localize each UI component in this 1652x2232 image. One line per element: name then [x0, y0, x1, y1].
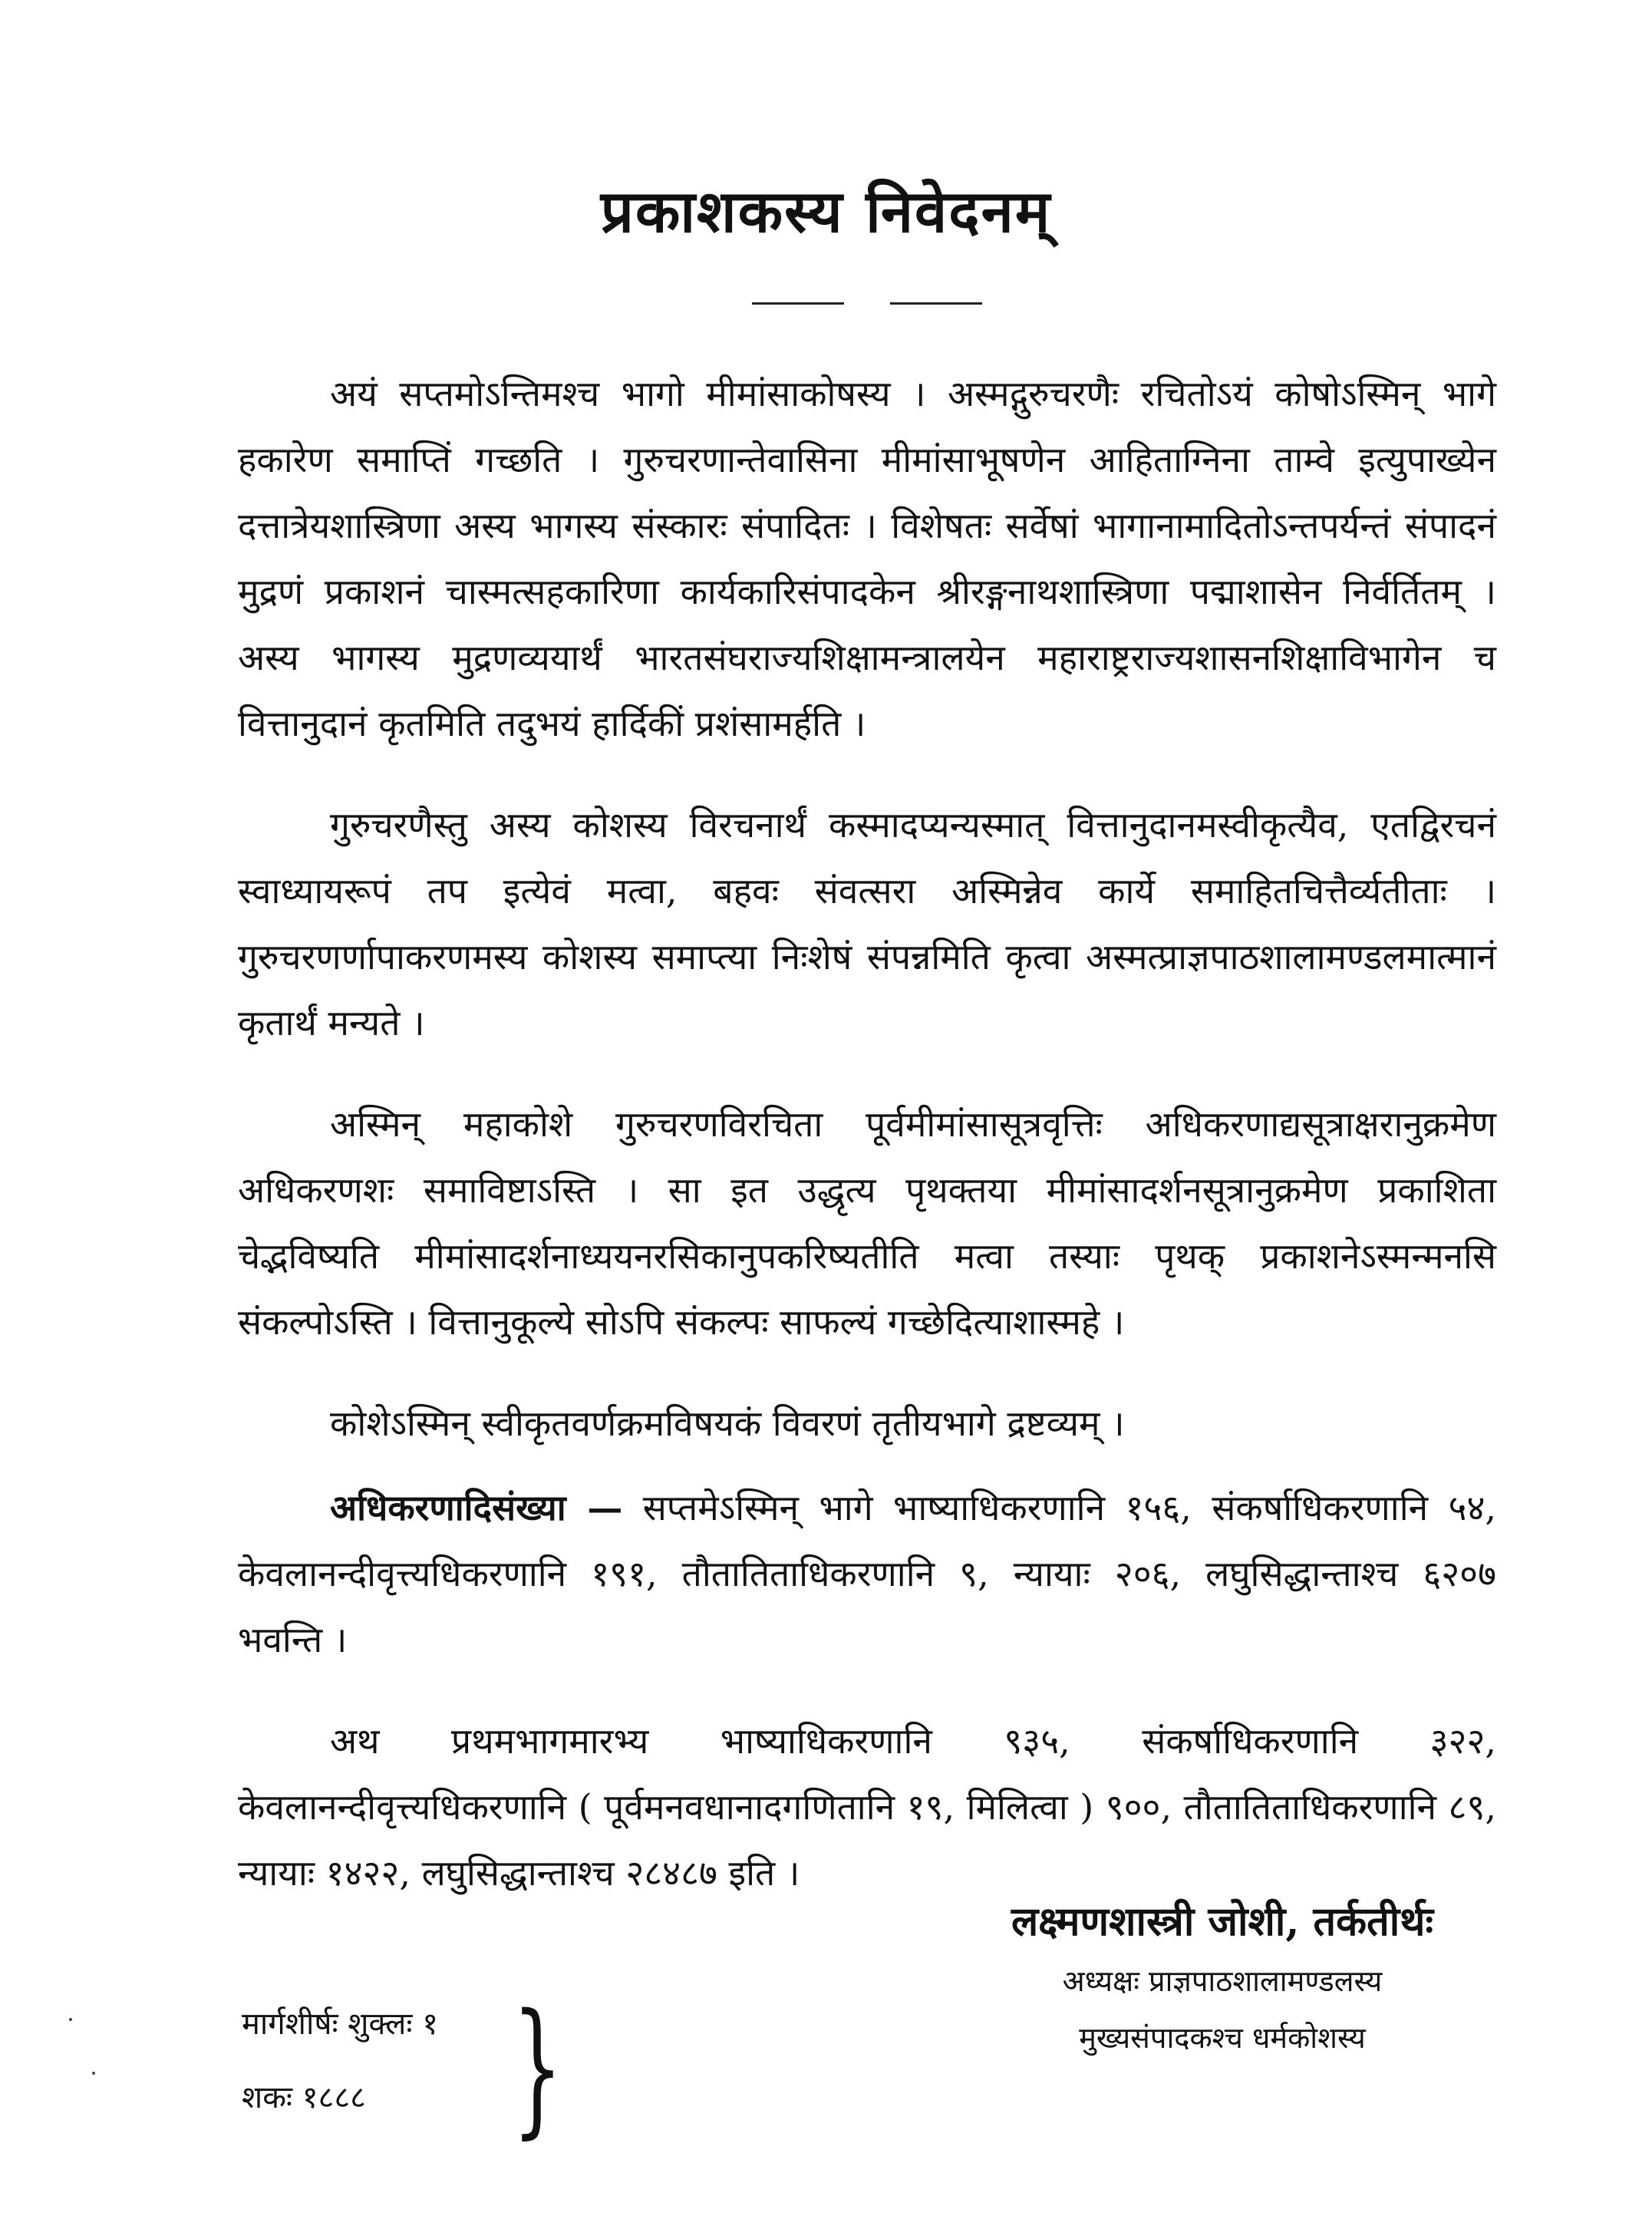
paragraph-guru: गुरुचरणैस्तु अस्य कोशस्य विरचनार्थं कस्मादप्यन्यस्मात् वित्तानुदानमस्वीकृत्यैव, एतद्विरचनं स्वाध्यायरूपं तप इत्येवं मत्वा, बहवः संवत्सरा अस्मिन्नेव कार्ये समाहितचित्तैर्व्यतीताः । गुरुचरणर्णापाकरणमस्य कोशस्य समाप्त्या निःशेषं संपन्नमिति कृत्वा अस्मत्प्राज्ञपाठशालामण्डलमात्मानं कृतार्थं मन्यते ।: [238, 804, 1496, 1043]
counts-lead: अधिकरणादिसंख्या —: [330, 1487, 623, 1528]
signature-role-1: अध्यक्षः प्राज्ञपाठशालामण्डलस्य: [1062, 1964, 1383, 1998]
date-brace: }: [512, 1983, 563, 2152]
paragraph-totals: अथ प्रथमभागमारभ्य भाष्याधिकरणानि ९३५, संकर्षाधिकरणानि ३२२, केवलानन्दीवृत्त्यधिकरणानि ( पूर्वमनवधानादगणितानि १९, मिलित्वा ) ९००, तौतातिताधिकरणानि ८९, न्यायाः १४२२, लघुसिद्धान्ताश्च २८४८७ इति ।: [238, 1720, 1496, 1894]
scan-speck: [69, 2018, 72, 2021]
paragraph-intro: अयं सप्तमोऽन्तिमश्च भागो मीमांसाकोषस्य । अस्मद्गुरुचरणैः रचितोऽयं कोषोऽस्मिन् भागे हकारेण समाप्तिं गच्छति । गुरुचरणान्तेवासिना मीमांसाभूषणेन आहिताग्निना ताम्वे इत्युपाख्येन दत्तात्रेयशास्त्रिणा अस्य भागस्य संस्कारः संपादितः । विशेषतः सर्वेषां भागानामादितोऽन्तपर्यन्तं संपादनं मुद्रणं प्रकाशनं चास्मत्सहकारिणा कार्यकारिसंपादकेन श्रीरङ्गनाथशास्त्रिणा पद्माशासेन निर्वर्तितम् । अस्य भागस्य मुद्रणव्ययार्थं भारतसंघराज्यशिक्षामन्त्रालयेन महाराष्ट्रराज्यशासनशिक्षाविभागेन च वित्तानुदानं कृतमिति तदुभयं हार्दिकीं प्रशंसामर्हति ।: [238, 373, 1496, 744]
divider-left: [752, 302, 844, 305]
date-month: मार्गशीर्षः शुक्लः १: [242, 2006, 438, 2042]
paragraph-counts: [238, 1475, 1496, 1673]
paragraph-varnakrama: कोशेऽस्मिन् स्वीकृतवर्णक्रमविषयकं विवरणं तृतीयभागे द्रष्टव्यम् ।: [330, 1403, 1125, 1444]
divider-right: [890, 302, 982, 305]
body-text: [238, 361, 1496, 1941]
page-title: प्रकाशकस्य निवेदनम्: [600, 177, 1052, 246]
signature-role-2: मुख्यसंपादकश्च धर्मकोशस्य: [1079, 2021, 1366, 2055]
paragraph-vritti: अस्मिन् महाकोशे गुरुचरणविरचिता पूर्वमीमांसासूत्रवृत्तिः अधिकरणाद्यसूत्राक्षरानुक्रमेण अधिकरणशः समाविष्टाऽस्ति । सा इत उद्धृत्य पृथक्तया मीमांसादर्शनसूत्रानुक्रमेण प्रकाशिता चेद्भविष्यति मीमांसादर्शनाध्ययनरसिकानुपकरिष्यतीति मत्वा तस्याः पृथक् प्रकाशनेऽस्मन्मनसि संकल्पोऽस्ति । वित्तानुकूल्ये सोऽपि संकल्पः साफल्यं गच्छेदित्याशास्महे ।: [238, 1103, 1496, 1343]
date-year: शकः १८८८: [242, 2080, 366, 2115]
signature-name: लक्ष्मणशास्त्री जोशी, तर्कतीर्थः: [1011, 1898, 1433, 1945]
title-divider: [752, 296, 982, 312]
counts-text: सप्तमेऽस्मिन् भागे भाष्याधिकरणानि १५६, संकर्षाधिकरणानि ५४, केवलानन्दीवृत्त्यधिकरणानि १९१, तौतातिताधिकरणानि ९, न्यायाः २०६, लघुसिद्धान्ताश्च ६२०७ भवन्ति ।: [238, 1487, 1496, 1660]
scan-speck: [92, 2072, 95, 2075]
signature-block: [946, 1891, 1499, 2066]
